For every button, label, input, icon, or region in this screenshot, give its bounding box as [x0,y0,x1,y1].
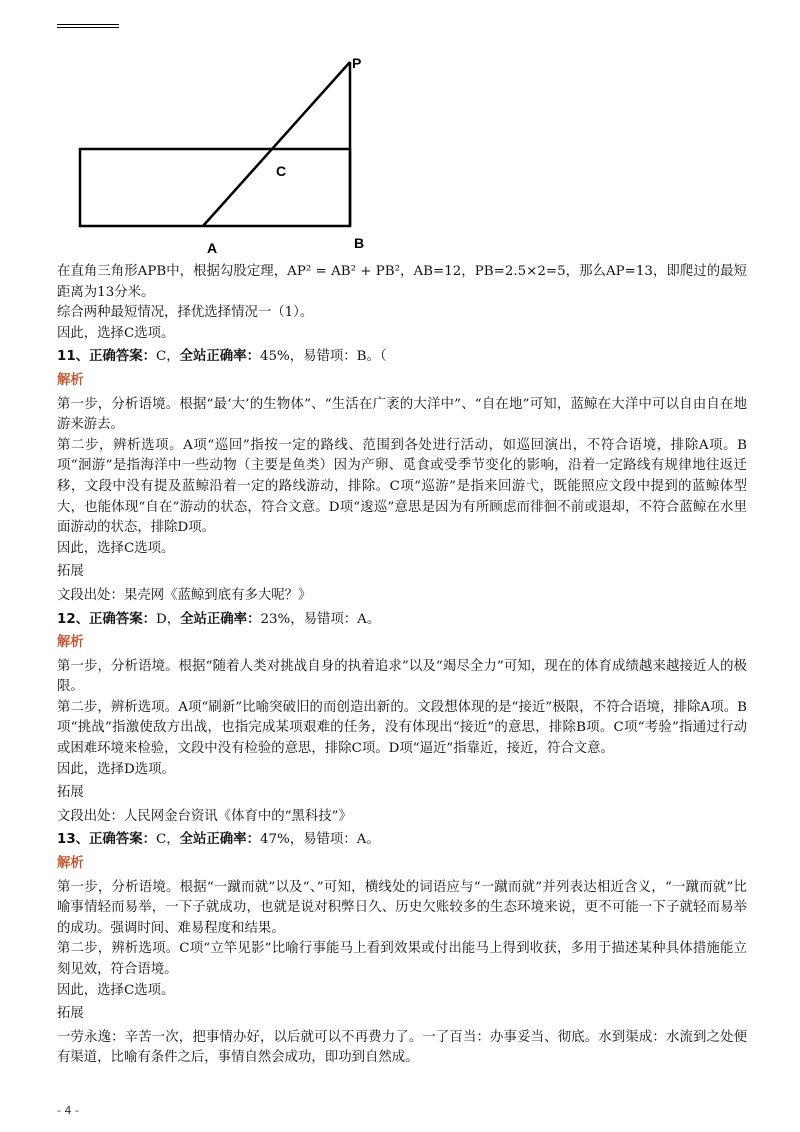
q12-extension-label: 拓展 [57,785,84,801]
q13-rate: 47%，易错项：A。 [259,832,380,848]
q12-number: 12、正确答案： [57,611,156,627]
label-p: P [352,55,362,71]
q12-rate: 23%，易错项：A。 [260,611,381,627]
q13-answer: C， [155,832,180,848]
answer-content [57,262,747,1069]
q11-heading [57,347,747,368]
q13-para-1: 第一步，分析语境。根据“一蹴而就”以及“、”可知，横线处的词语应与“一蹴而就”并列表达相近含义，“一蹴而就”比喻事情轻而易举，一下子就成功，也就是说对积弊日久、历史欠账较多的生态环境来说，更不可能一下子就轻而易举的成功。强调时间、难易程度和结果。 [57,879,747,936]
q10-para-2: 综合两种最短情况，择优选择情况一（1）。 [57,305,314,321]
q13-extension-label: 拓展 [57,1006,84,1022]
q11-source: 文段出处：果壳网《蓝鲸到底有多大呢？》 [57,587,312,603]
q12-answer: D， [155,611,181,627]
geometry-figure [70,48,390,253]
q12-para-2: 第二步，辨析选项。A项“刷新”比喻突破旧的而创造出新的。文段想体现的是“接近”极限，不符合语境，排除A项。B项“挑战”指激使敌方出战，也指完成某项艰难的任务，没有体现出“接近”的意思，排除B项。C项“考验”指通过行动或困难环境来检验，文段中没有检验的意思，排除C项。D项“逼近”指靠近，接近，符合文意。 [57,699,747,757]
q12-para-3: 因此，选择D选项。 [57,761,175,777]
q11-para-1: 第一步，分析语境。根据“最‘大’的生物体”、“生活在广袤的大洋中”、“自在地”可知，蓝鲸在大洋中可以自由自在地游来游去。 [57,396,747,433]
q12-heading [57,610,747,631]
label-c: C [276,163,287,179]
label-a: A [207,240,218,253]
line-ap [203,62,350,226]
header-rule [57,24,119,25]
q13-extension-text: 一劳永逸：辛苦一次，把事情办好，以后就可以不再费力了。一了百当：办事妥当、彻底。水到渠成：水流到之处便有渠道，比喻有条件之后，事情自然会成功，即功到自然成。 [57,1029,747,1066]
q13-number: 13、正确答案： [57,832,156,848]
page-number: - 4 - [57,1104,79,1117]
header-rule-double [57,27,119,28]
q12-rate-label: 全站正确率： [180,611,261,627]
label-b: B [354,235,365,251]
q10-para-1: 在直角三角形APB中，根据勾股定理，AP² = AB² + PB²，AB=12，PB=2.5×2=5，那么AP=13，即爬过的最短距离为13分米。 [57,264,747,300]
q13-para-3: 因此，选择C选项。 [57,982,175,998]
q11-extension-label: 拓展 [57,564,84,580]
q13-heading [57,830,747,851]
q12-para-1: 第一步，分析语境。根据“随着人类对挑战自身的执着追求”以及“竭尽全力”可知，现在的体育成绩越来越接近人的极限。 [57,658,747,695]
q11-para-2: 第二步，辨析选项。A项“巡回”指按一定的路线、范围到各处进行活动，如巡回演出，不符合语境，排除A项。B项“洄游”是指海洋中一些动物（主要是鱼类）因为产卵、觅食或受季节变化的影响，沿着一定路线有规律地往返迁移，文段中没有提及蓝鲸沿着一定的路线游动，排除。C项“巡游”是指来回游弋，既能照应文段中提到的蓝鲸体型大，也能体现“自在”游动的状态，符合文意。D项“逡巡”意思是因为有所顾虑而徘徊不前或退却，不符合蓝鲸在水里面游动的状态，排除D项。 [57,437,747,536]
q12-source: 文段出处：人民网金台资讯《体育中的“黑科技”》 [57,808,352,824]
q11-analysis-label: 解析 [57,372,84,388]
q12-analysis-label: 解析 [57,635,84,651]
q13-rate-label: 全站正确率： [179,832,260,848]
q11-answer: C， [155,349,180,365]
q11-para-3: 因此，选择C选项。 [57,540,175,556]
q13-para-2: 第二步，辨析选项。C项“立竿见影”比喻行事能马上看到效果或付出能马上得到收获，多用于描述某种具体措施能立刻见效，符合语境。 [57,941,747,977]
q11-rate-label: 全站正确率： [179,349,260,365]
q10-para-3: 因此，选择C选项。 [57,325,175,341]
q11-number: 11、正确答案： [57,349,156,365]
q13-analysis-label: 解析 [57,856,84,872]
q11-rate: 45%，易错项：B。（ [259,349,387,365]
